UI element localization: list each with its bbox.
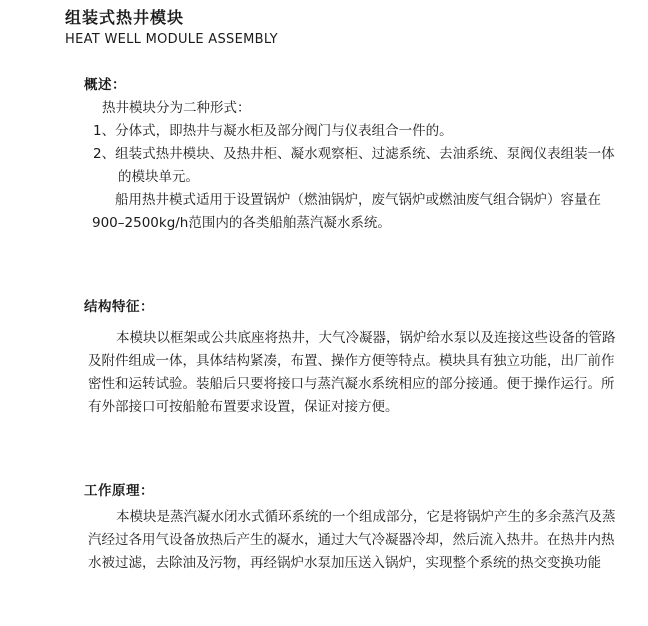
text-line: 密性和运转试验。装船后只要将接口与蒸汽凝水系统相应的部分接通。便于操作运行。所 (88, 376, 615, 392)
text-line: 汽经过各用气设备放热后产生的凝水，通过大气冷凝器冷却，然后流入热井。在热井内热 (88, 532, 615, 548)
principle-paragraph (84, 506, 632, 575)
section-working-principle (84, 480, 632, 575)
overview-note-line-2: 900–2500kg/h范围内的各类船舶蒸汽凝水系统。 (92, 215, 391, 231)
section-structural-features (84, 296, 632, 419)
document-header (65, 7, 278, 49)
overview-list-item-1: 1、分体式，即热井与凝水柜及部分阀门与仪表组合一件的。 (93, 123, 453, 139)
features-heading: 结构特征： (84, 299, 154, 315)
overview-note-line-1: 船用热井模式适用于设置锅炉（燃油锅炉，废气锅炉或燃油废气组合锅炉）容量在 (115, 192, 601, 208)
overview-heading: 概述： (84, 77, 126, 93)
text-line: 本模块以框架或公共底座将热井，大气冷凝器，锅炉给水泵以及连接这些设备的管路 (116, 330, 616, 346)
overview-list-item-2-line-1: 2、组装式热井模块、及热井柜、凝水观察柜、过滤系统、去油系统、泵阀仪表组装一体 (93, 146, 615, 162)
principle-heading: 工作原理： (84, 483, 154, 499)
section-overview (84, 74, 632, 235)
document-title: 组装式热井模块 (65, 8, 185, 27)
overview-intro: 热井模块分为二种形式： (102, 100, 251, 116)
text-line: 本模块是蒸汽凝水闭水式循环系统的一个组成部分，它是将锅炉产生的多余蒸汽及蒸 (116, 509, 616, 525)
overview-list-item-2-line-2: 的模块单元。 (118, 169, 199, 185)
features-paragraph (84, 327, 632, 419)
text-line: 及附件组成一体，具体结构紧凑，布置、操作方便等特点。模块具有独立功能，出厂前作 (88, 353, 615, 369)
document-subtitle: HEAT WELL MODULE ASSEMBLY (65, 32, 278, 47)
text-line: 有外部接口可按船舱布置要求设置，保证对接方便。 (88, 399, 399, 415)
text-line: 水被过滤，去除油及污物，再经锅炉水泵加压送入锅炉，实现整个系统的热交变换功能 (88, 555, 601, 571)
